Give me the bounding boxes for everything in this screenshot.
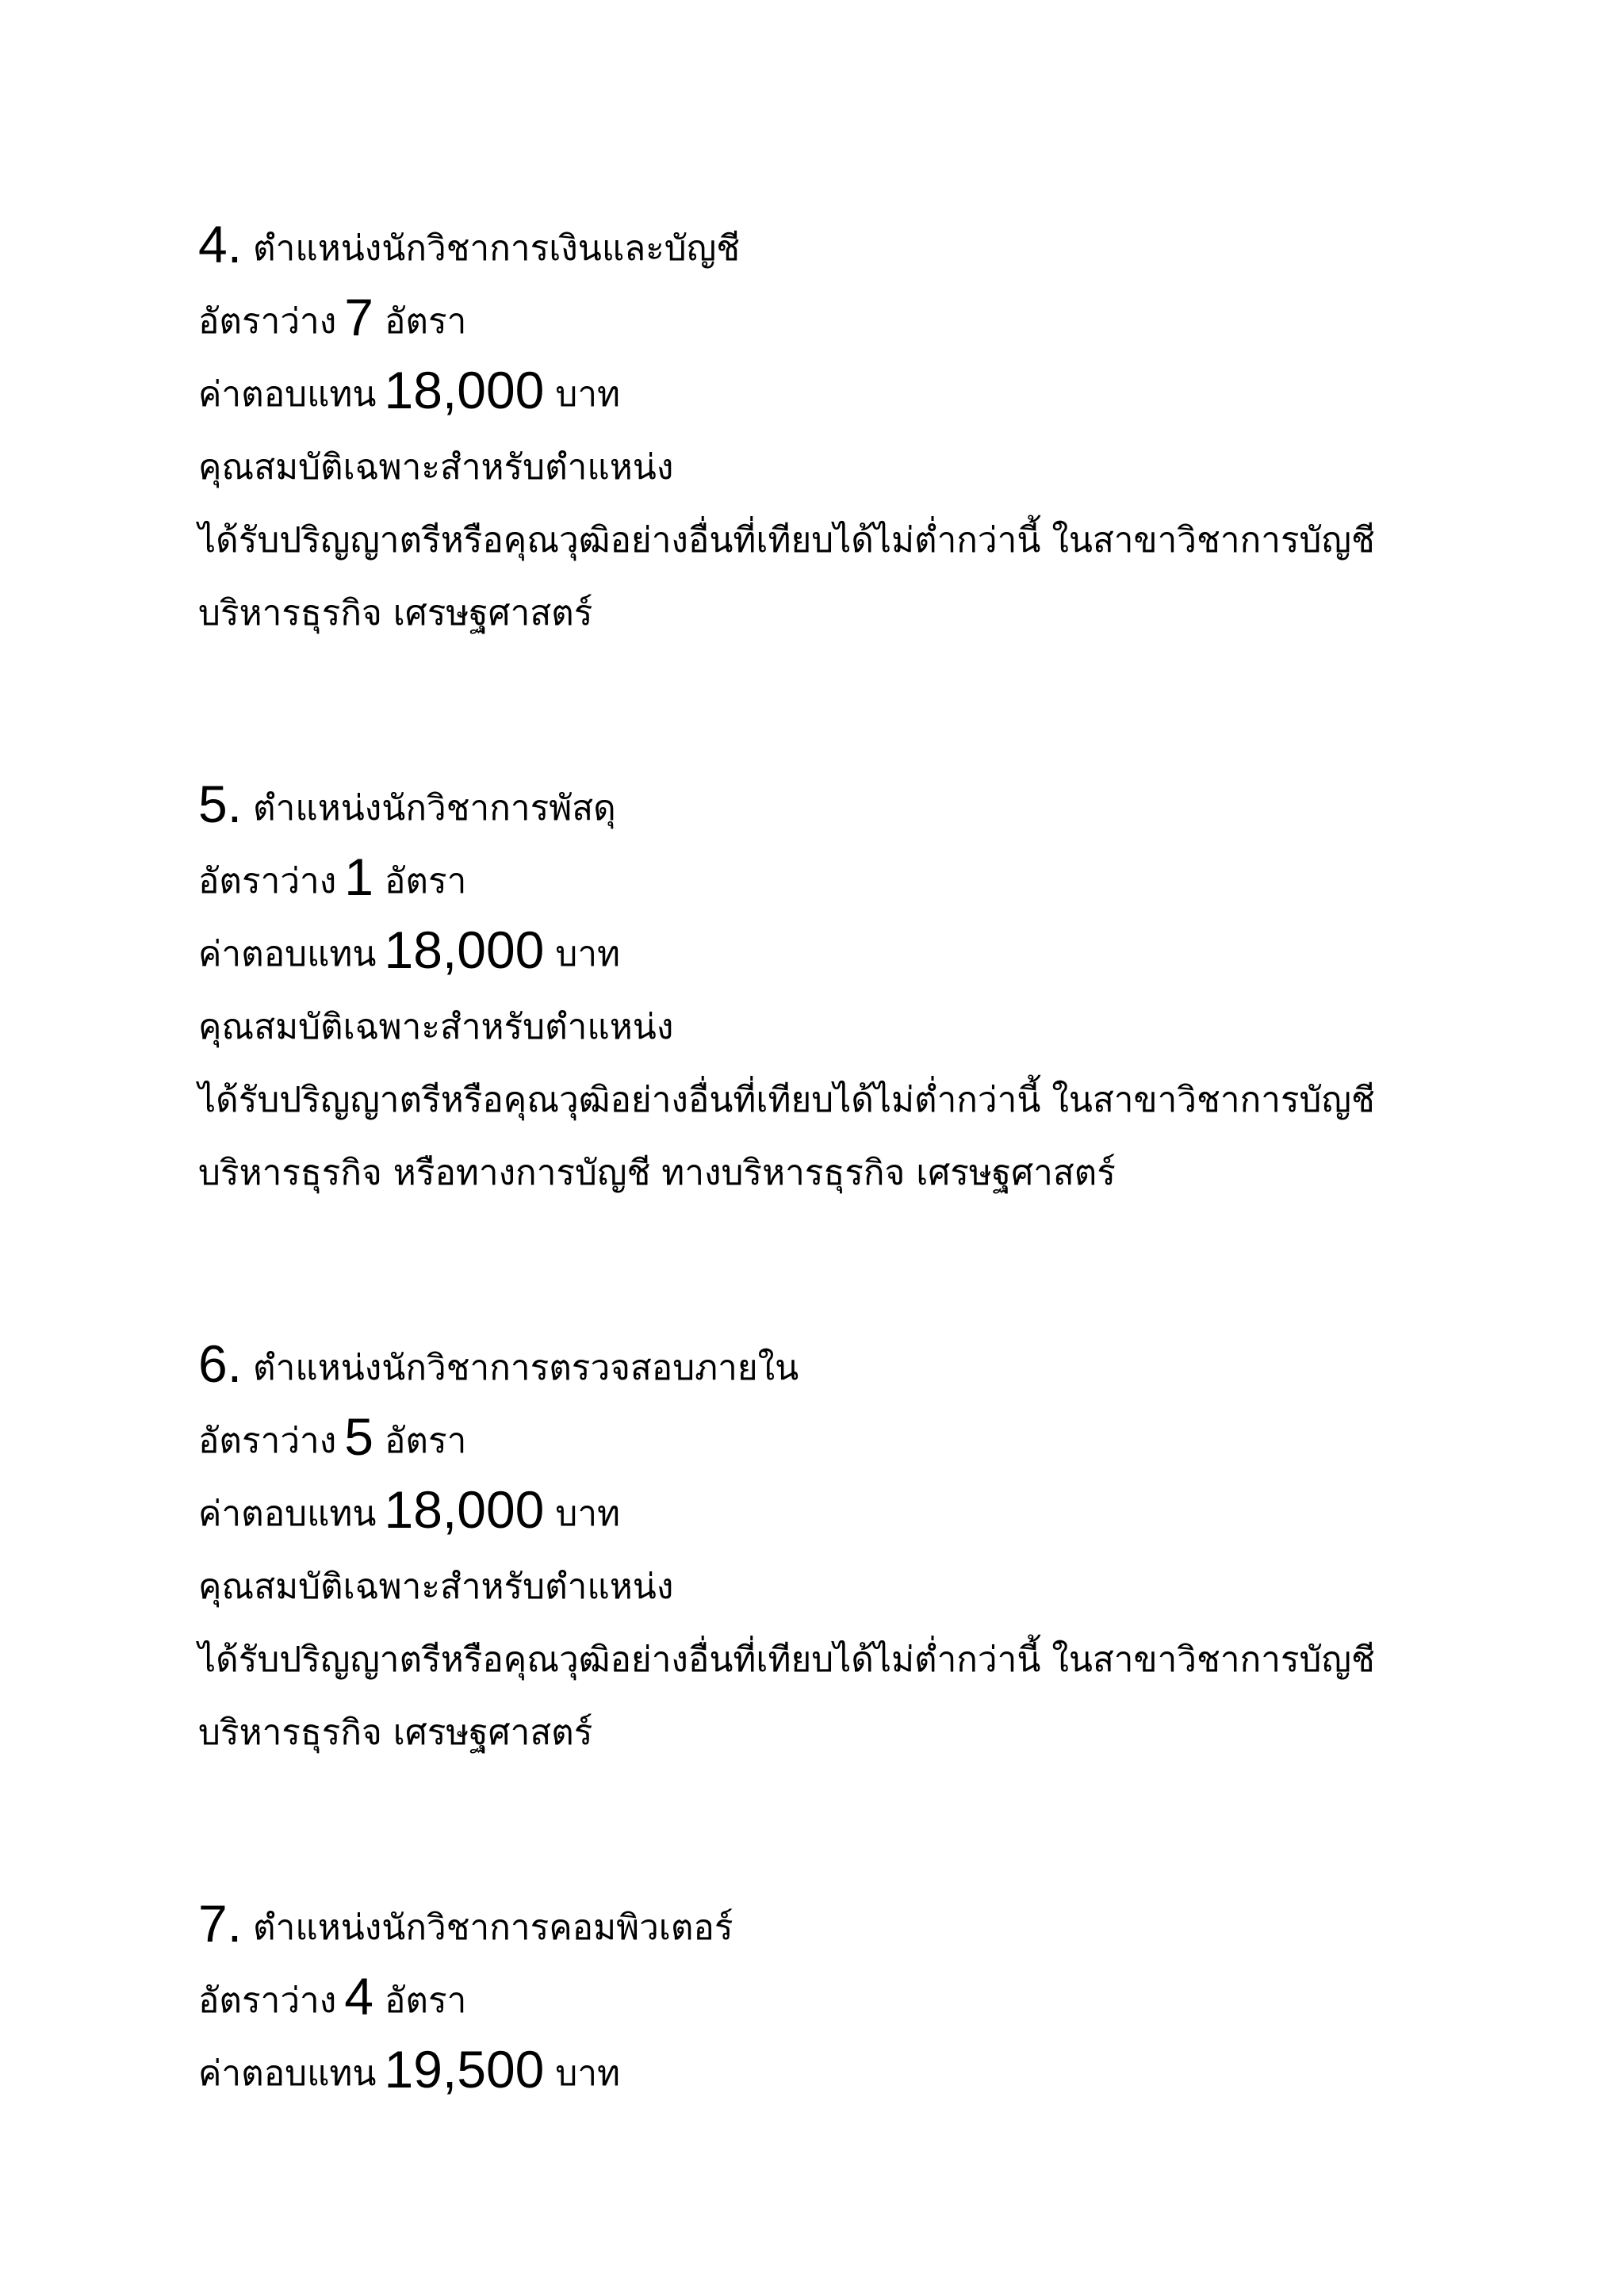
- salary-unit: บาท: [555, 934, 621, 974]
- position-section-5: [198, 760, 1467, 1197]
- vacancy-label: อัตราว่าง: [198, 861, 337, 901]
- qualification-text: ได้รับปริญญาตรีหรือคุณวุฒิอย่างอื่นที่เทียบได้ไม่ต่ำกว่านี้ ในสาขาวิชาการบัญชี: [198, 1640, 1375, 1680]
- position-title: ตำแหน่งนักวิชาการตรวจสอบภายใน: [253, 1348, 799, 1388]
- qualification-heading: [198, 419, 1467, 492]
- vacancy-line: [198, 1392, 1467, 1465]
- salary-line: [198, 1465, 1467, 1538]
- qualification-line: [198, 1611, 1467, 1684]
- vacancy-unit: อัตรา: [384, 1421, 467, 1461]
- qualification-text: บริหารธุรกิจ เศรษฐศาสตร์: [198, 1712, 593, 1753]
- salary-label: ค่าตอบแทน: [198, 374, 377, 415]
- position-number: 5.: [198, 775, 243, 833]
- position-section-6: [198, 1319, 1467, 1757]
- position-number: 7.: [198, 1894, 243, 1953]
- position-title: ตำแหน่งนักวิชาการพัสดุ: [253, 788, 616, 828]
- vacancy-label: อัตราว่าง: [198, 1980, 337, 2021]
- position-number: 4.: [198, 215, 243, 274]
- salary-label: ค่าตอบแทน: [198, 1494, 377, 1534]
- vacancy-count: 5: [344, 1407, 373, 1466]
- qualification-text: บริหารธุรกิจ เศรษฐศาสตร์: [198, 593, 593, 633]
- qualification-line: [198, 1051, 1467, 1124]
- salary-amount: 18,000: [384, 920, 545, 979]
- qualification-heading-text: คุณสมบัติเฉพาะสำหรับตำแหน่ง: [198, 1007, 674, 1047]
- qualification-heading: [198, 978, 1467, 1051]
- vacancy-unit: อัตรา: [384, 1980, 467, 2021]
- salary-unit: บาท: [555, 1494, 621, 1534]
- position-title: ตำแหน่งนักวิชาการคอมพิวเตอร์: [253, 1908, 733, 1948]
- salary-amount: 19,500: [384, 2040, 545, 2099]
- qualification-heading: [198, 1538, 1467, 1611]
- position-title-line: [198, 200, 1467, 273]
- position-title-line: [198, 1319, 1467, 1392]
- qualification-text: บริหารธุรกิจ หรือทางการบัญชี ทางบริหารธุรกิจ เศรษฐศาสตร์: [198, 1153, 1116, 1193]
- salary-label: ค่าตอบแทน: [198, 2053, 377, 2094]
- salary-line: [198, 346, 1467, 419]
- salary-unit: บาท: [555, 374, 621, 415]
- vacancy-label: อัตราว่าง: [198, 1421, 337, 1461]
- qualification-line: [198, 1684, 1467, 1757]
- position-title-line: [198, 1879, 1467, 1952]
- qualification-line: [198, 1124, 1467, 1197]
- qualification-line: [198, 564, 1467, 637]
- vacancy-count: 7: [344, 288, 373, 346]
- qualification-text: ได้รับปริญญาตรีหรือคุณวุฒิอย่างอื่นที่เทียบได้ไม่ต่ำกว่านี้ ในสาขาวิชาการบัญชี: [198, 520, 1375, 561]
- vacancy-label: อัตราว่าง: [198, 301, 337, 342]
- vacancy-line: [198, 1952, 1467, 2025]
- qualification-text: ได้รับปริญญาตรีหรือคุณวุฒิอย่างอื่นที่เทียบได้ไม่ต่ำกว่านี้ ในสาขาวิชาการบัญชี: [198, 1080, 1375, 1120]
- vacancy-count: 1: [344, 848, 373, 906]
- vacancy-unit: อัตรา: [384, 861, 467, 901]
- position-number: 6.: [198, 1334, 243, 1393]
- qualification-heading-text: คุณสมบัติเฉพาะสำหรับตำแหน่ง: [198, 447, 674, 488]
- salary-amount: 18,000: [384, 1480, 545, 1539]
- vacancy-unit: อัตรา: [384, 301, 467, 342]
- position-section-4: [198, 200, 1467, 637]
- position-title: ตำแหน่งนักวิชาการเงินและบัญชี: [253, 228, 741, 269]
- qualification-line: [198, 492, 1467, 564]
- salary-label: ค่าตอบแทน: [198, 934, 377, 974]
- salary-amount: 18,000: [384, 361, 545, 419]
- qualification-heading-text: คุณสมบัติเฉพาะสำหรับตำแหน่ง: [198, 1567, 674, 1607]
- position-section-7: [198, 1879, 1467, 2098]
- vacancy-count: 4: [344, 1967, 373, 2026]
- vacancy-line: [198, 832, 1467, 905]
- vacancy-line: [198, 273, 1467, 346]
- salary-line: [198, 905, 1467, 978]
- salary-unit: บาท: [555, 2053, 621, 2094]
- salary-line: [198, 2025, 1467, 2098]
- position-title-line: [198, 760, 1467, 832]
